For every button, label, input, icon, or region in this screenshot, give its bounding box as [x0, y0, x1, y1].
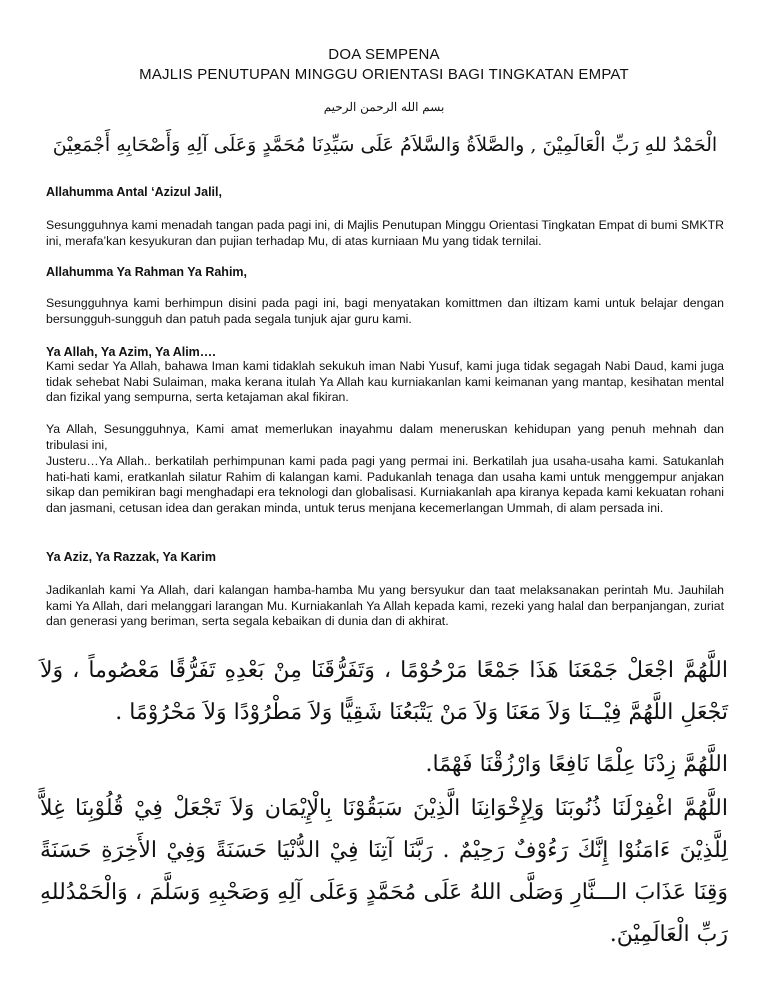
heading-azim-alim: Ya Allah, Ya Azim, Ya Alim…. — [46, 345, 216, 359]
opening-arabic: الْحَمْدُ للهِ رَبِّ الْعَالَمِيْنَ , والصَّلاَةُ وَالسَّلاَمُ عَلَى سَيِّدِنَا مُحَمَّدٍ وَعَلَى آلِهِ وَأَصْحَابِهِ أَجْمَعِيْنَ — [52, 134, 718, 156]
doc-title-line1: DOA SEMPENA — [328, 46, 440, 63]
arabic-prayer-1: اللَّهُمَّ اجْعَلْ جَمْعَنَا هَذَا جَمْعًا مَرْحُوْمًا ، وَتَفَرُّقَنَا مِنْ بَعْدِهِ تَفَرُّقًا مَعْصُوماً ، وَلاَ تَجْعَلِ اللَّهُمَّ فِيْــنَا وَلاَ مَعَنَا وَلاَ مَنْ يَتْبَعُنَا شَقِيًّا وَلاَ مَطْرُوْدًا وَلاَ مَحْرُوْمًا . — [40, 658, 728, 725]
paragraph-3: Kami sedar Ya Allah, bahawa Iman kami tidaklah sekukuh iman Nabi Yusuf, kami juga tidak segagah Nabi Daud, kami juga tidak sehebat Nabi Sulaiman, maka kerana itulah Ya Allah kau kurniakanlan kami keimanan yang mantap, kesihatan mental dan fizikal yang sempurna, serta ketajaman akal fikiran. — [46, 359, 724, 405]
paragraph-4b: Justeru…Ya Allah.. berkatilah perhimpunan kami pada pagi yang permai ini. Berkatilah jua usaha-usaha kami. Satukanlah hati-hati kami, eratkanlah silatur Rahim di kalangan kami. Padukanlah tenaga dan usaha kami untuk menggempur anjakan sikap dan pemikiran bagi menghadapi era teknologi dan globalisasi. Kurniakanlah apa kiranya kepada kami kekuatan rohani dan jasmani, cetusan idea dan gerakan minda, untuk terus menjana kecemerlangan Ummah, di alam persada ini. — [46, 454, 724, 515]
paragraph-4a: Ya Allah, Sesungguhnya, Kami amat memerlukan inayahmu dalam meneruskan kehidupan yang penuh mehnah dan tribulasi ini, — [46, 422, 724, 452]
doc-title-line2: MAJLIS PENUTUPAN MINGGU ORIENTASI BAGI TINGKATAN EMPAT — [139, 66, 629, 83]
paragraph-2: Sesungguhnya kami berhimpun disini pada pagi ini, bagi menyatakan komittmen dan iltizam kami untuk belajar dengan bersungguh-sungguh dan patuh pada segala tunjuk ajar guru kami. — [46, 296, 724, 326]
heading-antal-azizul-jalil: Allahumma Antal ‘Azizul Jalil, — [46, 185, 222, 199]
arabic-prayer-2: اللَّهُمَّ زِدْنَا عِلْمًا نَافِعًا وَارْزُقْنَا فَهْمًا. — [425, 752, 728, 777]
paragraph-5: Jadikanlah kami Ya Allah, dari kalangan hamba-hamba Mu yang bersyukur dan taat melaksanakan perintah Mu. Jauhilah kami Ya Allah, dari melanggari larangan Mu. Kurniakanlah Ya Allah kepada kami, rezeki yang halal dan berpanjangan, zuriat dan generasi yang beriman, serta segala kebaikan di dunia dan di akhirat. — [46, 583, 724, 629]
arabic-prayer-3: اللَّهُمَّ اغْفِرْلَنَا ذُنُوبَنَا وَلِإِخْوَانِنَا الَّذِيْنَ سَبَقُوْنَا بِالْإِيْمَان وَلاَ تَجْعَلْ فِيْ قُلُوْبِنَا غِلاًّ لِلَّذِيْنَ ءَامَنُوْا إِنَّكَ رَءُوْفٌ رَحِيْمٌ . رَبَّنَا آتِنَا فِيْ الدُّنْيَا حَسَنَةً وَفِيْ الأَخِرَةِ حَسَنَةً وَقِنَا عَذَابَ الـــنَّارِ وَصَلَّى اللهُ عَلَى مُحَمَّدٍ وَعَلَى آلِهِ وَصَحْبِهِ وَسَلَّمَ ، وَالْحَمْدُللهِ رَبِّ الْعَالَمِيْنَ. — [40, 796, 728, 947]
heading-aziz-razzak-karim: Ya Aziz, Ya Razzak, Ya Karim — [46, 550, 217, 564]
basmalah: بسم الله الرحمن الرحيم — [323, 100, 445, 114]
heading-rahman-rahim: Allahumma Ya Rahman Ya Rahim, — [46, 265, 248, 279]
paragraph-1: Sesungguhnya kami menadah tangan pada pagi ini, di Majlis Penutupan Minggu Orientasi Tingkatan Empat di bumi SMKTR ini, merafa’kan kesyukuran dan pujian terhadap Mu, di atas kurniaan Mu yang tidak ternilai. — [46, 218, 724, 248]
